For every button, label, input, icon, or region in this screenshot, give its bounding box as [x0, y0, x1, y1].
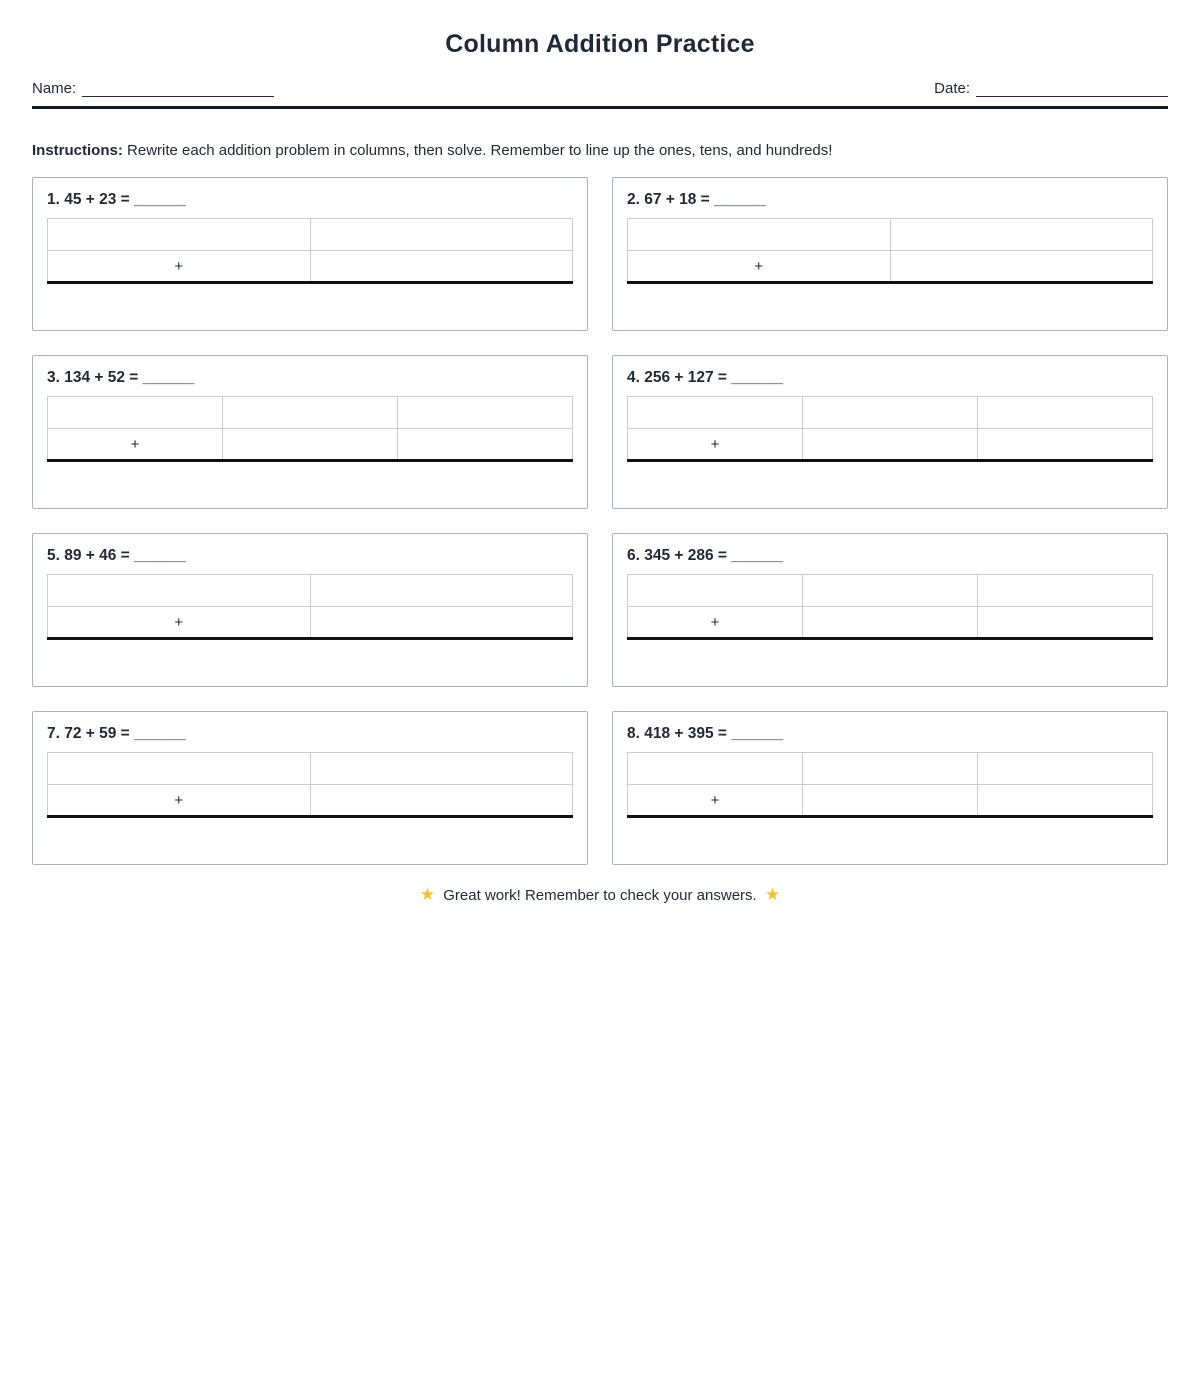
digit-cell	[398, 397, 573, 429]
name-label: Name:	[32, 80, 77, 97]
column-addition-table	[47, 218, 573, 284]
star-icon: ★	[764, 885, 781, 904]
problem-title: 4. 256 + 127 = ______	[627, 369, 784, 386]
digit-cell	[978, 753, 1153, 785]
digit-cell	[803, 607, 978, 639]
digit-cell	[890, 251, 1153, 283]
digit-cell	[978, 785, 1153, 817]
problem-title: 7. 72 + 59 = ______	[47, 725, 186, 742]
problem-title: 6. 345 + 286 = ______	[627, 547, 784, 564]
digit-cell	[803, 429, 978, 461]
digit-cell	[310, 785, 573, 817]
digit-cell	[223, 429, 398, 461]
plus-sign-cell: +	[628, 785, 803, 817]
digit-cell	[48, 397, 223, 429]
name-field	[32, 80, 274, 97]
problem-card-5	[32, 533, 588, 687]
plus-sign-cell: +	[48, 607, 311, 639]
column-addition-table	[627, 396, 1153, 462]
problem-title: 1. 45 + 23 = ______	[47, 191, 186, 208]
addend-row	[628, 753, 1153, 785]
digit-cell	[398, 429, 573, 461]
plus-sign-cell: +	[628, 429, 803, 461]
date-write-line	[976, 82, 1168, 97]
addend-row-with-plus	[48, 785, 573, 817]
addend-row-with-plus	[628, 607, 1153, 639]
digit-cell	[48, 575, 311, 607]
problems-grid	[32, 177, 1168, 865]
instructions-label: Instructions:	[32, 142, 123, 159]
problem-title: 8. 418 + 395 = ______	[627, 725, 784, 742]
problem-card-4	[612, 355, 1168, 509]
column-addition-table	[47, 752, 573, 818]
name-write-line	[82, 82, 274, 97]
addend-row-with-plus	[628, 251, 1153, 283]
addend-row-with-plus	[48, 429, 573, 461]
digit-cell	[978, 575, 1153, 607]
problem-title: 3. 134 + 52 = ______	[47, 369, 195, 386]
column-addition-table	[627, 752, 1153, 818]
name-date-row	[32, 80, 1168, 97]
digit-cell	[310, 251, 573, 283]
problem-card-8	[612, 711, 1168, 865]
instructions	[32, 142, 1168, 159]
digit-cell	[628, 575, 803, 607]
addend-row	[48, 575, 573, 607]
addend-row-with-plus	[48, 607, 573, 639]
problem-card-6	[612, 533, 1168, 687]
addend-row	[48, 397, 573, 429]
instructions-text: Rewrite each addition problem in columns, then solve. Remember to line up the ones, tens, and hundreds!	[127, 142, 833, 159]
addend-row	[628, 397, 1153, 429]
column-addition-table	[627, 218, 1153, 284]
digit-cell	[803, 397, 978, 429]
digit-cell	[48, 219, 311, 251]
column-addition-table	[47, 574, 573, 640]
addend-row	[48, 753, 573, 785]
addend-row-with-plus	[48, 251, 573, 283]
header-divider	[32, 106, 1168, 109]
digit-cell	[310, 753, 573, 785]
plus-sign-cell: +	[48, 429, 223, 461]
addend-row	[628, 575, 1153, 607]
column-addition-table	[47, 396, 573, 462]
digit-cell	[803, 575, 978, 607]
addend-row	[628, 219, 1153, 251]
date-field	[934, 80, 1168, 97]
page-title: Column Addition Practice	[445, 30, 755, 58]
footer-note	[32, 885, 1168, 905]
problem-title: 5. 89 + 46 = ______	[47, 547, 186, 564]
digit-cell	[48, 753, 311, 785]
addend-row-with-plus	[628, 785, 1153, 817]
footer-text: Great work! Remember to check your answers.	[443, 887, 757, 904]
plus-sign-cell: +	[48, 785, 311, 817]
plus-sign-cell: +	[48, 251, 311, 283]
digit-cell	[310, 575, 573, 607]
digit-cell	[223, 397, 398, 429]
digit-cell	[310, 219, 573, 251]
problem-card-2	[612, 177, 1168, 331]
plus-sign-cell: +	[628, 607, 803, 639]
digit-cell	[803, 785, 978, 817]
digit-cell	[803, 753, 978, 785]
digit-cell	[978, 429, 1153, 461]
star-icon: ★	[419, 885, 436, 904]
date-label: Date:	[934, 80, 970, 97]
digit-cell	[978, 397, 1153, 429]
problem-title: 2. 67 + 18 = ______	[627, 191, 766, 208]
addend-row-with-plus	[628, 429, 1153, 461]
digit-cell	[628, 753, 803, 785]
plus-sign-cell: +	[628, 251, 891, 283]
digit-cell	[978, 607, 1153, 639]
problem-card-1	[32, 177, 588, 331]
digit-cell	[310, 607, 573, 639]
digit-cell	[890, 219, 1153, 251]
digit-cell	[628, 219, 891, 251]
digit-cell	[628, 397, 803, 429]
problem-card-7	[32, 711, 588, 865]
column-addition-table	[627, 574, 1153, 640]
problem-card-3	[32, 355, 588, 509]
addend-row	[48, 219, 573, 251]
